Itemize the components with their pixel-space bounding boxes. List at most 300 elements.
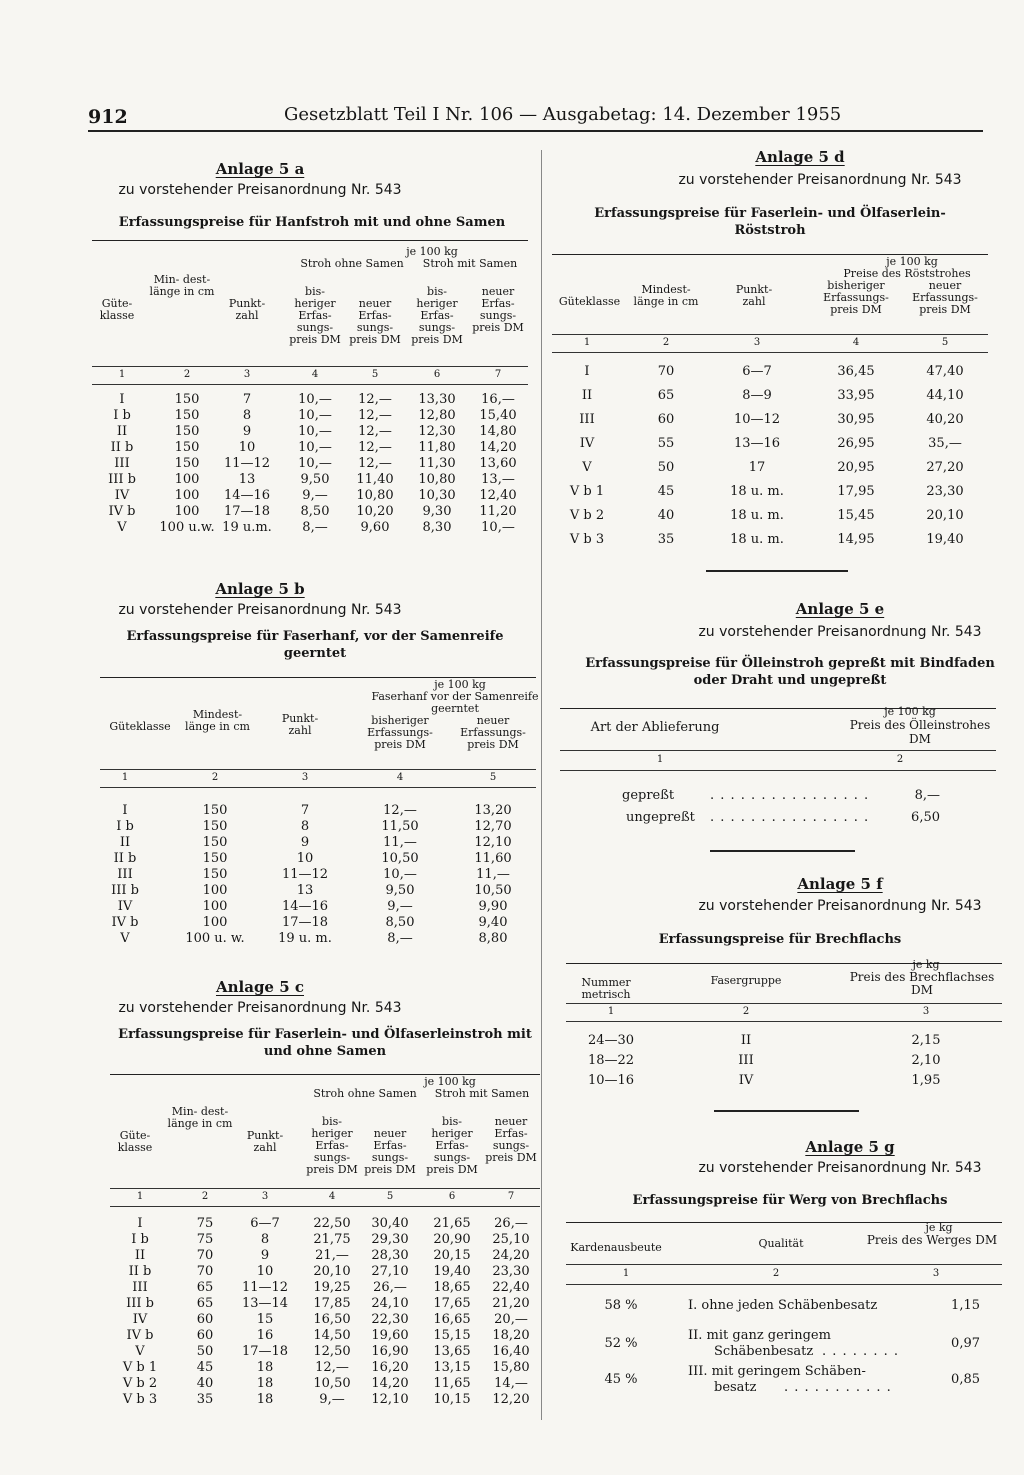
t5c-colnum-4: 4 [328, 1191, 336, 1202]
t5b-row-3-col-3: 9 [300, 835, 310, 850]
t5d-row-1-col-1: I [584, 364, 590, 379]
t5b-row-7-col-4: 9,— [387, 899, 413, 914]
t5c-row-12-col-4: 9,— [319, 1392, 345, 1407]
t5c-colnum-1: 1 [136, 1191, 144, 1202]
t5c-h-ohne: Stroh ohne Samen [313, 1087, 417, 1100]
t5c-row-12-col-2: 35 [196, 1392, 214, 1407]
anlage-5g-title: Anlage 5 g [805, 1138, 895, 1156]
t5d-row-7-col-3: 18 u. m. [730, 508, 784, 523]
t5a-row-5-col-1: III [114, 456, 130, 471]
t5c-row-8-col-5: 19,60 [371, 1328, 409, 1343]
t5a-row-7-col-3: 14—16 [223, 488, 271, 503]
t5c-row-3-col-4: 21,— [315, 1248, 349, 1263]
t5a-h-bish-2: bis- heriger Erfas- sungs- preis DM [411, 285, 463, 346]
t5d-colnum-1: 1 [583, 337, 591, 348]
t5a-row-7-col-7: 12,40 [479, 488, 517, 503]
t5b-row-1-col-1: I [122, 803, 128, 818]
t5a-row-8-col-3: 17—18 [223, 504, 271, 519]
t5b-row-9-col-1: V [120, 931, 130, 946]
t5c-row-9-col-6: 13,65 [433, 1344, 471, 1359]
t5g-row-2-dots: . . . . . . . . [822, 1344, 899, 1359]
anlage-5d-table [552, 256, 988, 556]
t5g-row-3-pct: 45 % [604, 1372, 638, 1387]
anlage-5e-table [560, 705, 996, 840]
anlage-5b-heading: Erfassungspreise für Faserhanf, vor der Samenreife geerntet [126, 629, 504, 661]
t5a-row-9-col-2: 100 u.w. [159, 520, 215, 535]
t5c-row-9-col-5: 16,90 [371, 1344, 409, 1359]
t5b-row-8-col-1: IV b [111, 915, 139, 930]
anlage-5c-heading: Erfassungspreise für Faserlein- und Ölfaserleinstroh mit und ohne Samen [118, 1027, 532, 1059]
t5c-row-8-col-1: IV b [126, 1328, 154, 1343]
t5b-row-6-col-4: 9,50 [385, 883, 415, 898]
t5d-row-3-col-4: 30,95 [837, 412, 875, 427]
t5d-row-2-col-1: II [581, 388, 593, 403]
t5c-h-gute: Güte- klasse [117, 1129, 153, 1154]
t5c-row-9-col-1: V [135, 1344, 145, 1359]
t5c-row-5-col-6: 18,65 [433, 1280, 471, 1295]
t5c-row-9-col-3: 17—18 [241, 1344, 289, 1359]
t5a-row-5-col-6: 11,30 [418, 456, 456, 471]
t5c-colnum-5: 5 [386, 1191, 394, 1202]
t5c-h-neu-1: neuer Erfas- sungs- preis DM [364, 1127, 416, 1176]
t5a-h-gute: Güte- klasse [99, 297, 135, 322]
t5d-row-5-col-4: 20,95 [837, 460, 875, 475]
t5f-row-1-col-1: 24—30 [587, 1033, 635, 1048]
t5b-h-punkt: Punkt- zahl [281, 712, 319, 737]
t5b-row-6-col-2: 100 [202, 883, 228, 898]
t5a-row-8-col-2: 100 [174, 504, 200, 519]
t5d-row-4-col-2: 55 [657, 436, 675, 451]
t5c-row-5-col-1: III [132, 1280, 148, 1295]
t5a-row-9-col-1: V [117, 520, 127, 535]
anlage-5c-title: Anlage 5 c [215, 978, 304, 996]
t5b-row-7-col-5: 9,90 [478, 899, 508, 914]
t5c-h-min: Min- dest- länge in cm [167, 1105, 233, 1130]
t5f-row-1-col-3: 2,15 [911, 1033, 941, 1048]
t5b-row-7-col-3: 14—16 [281, 899, 329, 914]
t5a-row-9-col-6: 8,30 [422, 520, 452, 535]
t5e-row-1-label: gepreßt [622, 788, 675, 803]
anlage-5b-subtitle: zu vorstehender Preisanordnung Nr. 543 [118, 602, 402, 618]
t5c-row-5-col-5: 26,— [373, 1280, 407, 1295]
t5g-row-3-price: 0,85 [951, 1372, 980, 1387]
t5c-row-10-col-3: 18 [256, 1360, 274, 1375]
t5c-row-6-col-7: 21,20 [492, 1296, 530, 1311]
t5c-row-6-col-6: 17,65 [433, 1296, 471, 1311]
t5d-row-5-col-1: V [582, 460, 592, 475]
t5e-row-2-dots: . . . . . . . . . . . . . . . . [710, 810, 870, 825]
t5c-row-2-col-1: I b [131, 1232, 149, 1247]
t5b-row-5-col-1: III [117, 867, 133, 882]
anlage-5f-table [566, 958, 1002, 1095]
t5a-row-3-col-2: 150 [174, 424, 200, 439]
t5d-row-3-col-2: 60 [657, 412, 675, 427]
t5a-row-1-col-2: 150 [174, 392, 200, 407]
t5a-row-3-col-1: II [116, 424, 128, 439]
t5a-row-7-col-5: 10,80 [356, 488, 394, 503]
anlage-5a-top-rule [92, 240, 528, 241]
t5g-row-2-price: 0,97 [951, 1336, 980, 1351]
t5a-row-5-col-4: 10,— [298, 456, 332, 471]
t5c-row-7-col-2: 60 [196, 1312, 214, 1327]
anlage-5f-title: Anlage 5 f [797, 875, 883, 893]
t5f-colnum-2: 2 [742, 1006, 750, 1017]
t5a-row-9-col-7: 10,— [481, 520, 515, 535]
t5c-h-punkt: Punkt- zahl [246, 1129, 284, 1154]
t5b-row-2-col-2: 150 [202, 819, 228, 834]
t5c-row-11-col-3: 18 [256, 1376, 274, 1391]
t5b-row-5-col-5: 11,— [476, 867, 510, 882]
t5c-row-5-col-3: 11—12 [241, 1280, 289, 1295]
t5c-h-je: je 100 kg [424, 1075, 476, 1088]
anlage-5e-heading: Erfassungspreise für Ölleinstroh gepreßt mit Bindfaden oder Draht und ungepreßt [585, 656, 995, 688]
t5a-row-2-col-6: 12,80 [418, 408, 456, 423]
t5d-row-8-col-4: 14,95 [837, 532, 875, 547]
t5d-row-3-col-5: 40,20 [926, 412, 964, 427]
t5e-colnum-2: 2 [896, 754, 904, 765]
t5f-row-2-col-3: 2,10 [911, 1053, 941, 1068]
t5g-row-2-quality: II. mit ganz geringem [688, 1328, 831, 1343]
t5c-row-4-col-1: II b [128, 1264, 152, 1279]
t5e-row-2-price: 6,50 [911, 810, 940, 825]
anlage-5d-end-rule [706, 570, 848, 572]
t5a-h-neu-2: neuer Erfas- sungs- preis DM [472, 285, 524, 334]
t5a-row-1-col-7: 16,— [481, 392, 515, 407]
t5a-row-6-col-5: 11,40 [356, 472, 394, 487]
t5b-row-5-col-2: 150 [202, 867, 228, 882]
t5c-row-8-col-7: 18,20 [492, 1328, 530, 1343]
page-title: Gesetzblatt Teil I Nr. 106 — Ausgabetag: 14. Dezember 1955 [284, 104, 842, 125]
t5c-row-6-col-4: 17,85 [313, 1296, 351, 1311]
t5a-row-6-col-7: 13,— [481, 472, 515, 487]
t5e-header-rule [560, 750, 996, 751]
t5a-row-4-col-5: 12,— [358, 440, 392, 455]
t5d-row-5-col-2: 50 [657, 460, 675, 475]
t5d-row-4-col-1: IV [579, 436, 595, 451]
t5c-row-1-col-1: I [137, 1216, 143, 1231]
t5c-row-7-col-3: 15 [256, 1312, 274, 1327]
t5e-h-je: je 100 kg [884, 705, 936, 718]
t5d-colnum-2: 2 [662, 337, 670, 348]
t5c-colnum-6: 6 [448, 1191, 456, 1202]
t5d-row-7-col-4: 15,45 [837, 508, 875, 523]
t5a-h-bish-1: bis- heriger Erfas- sungs- preis DM [289, 285, 341, 346]
t5a-colnum-5: 5 [371, 369, 379, 380]
t5d-row-8-col-5: 19,40 [926, 532, 964, 547]
t5c-row-12-col-6: 10,15 [433, 1392, 471, 1407]
t5d-row-6-col-1: V b 1 [569, 484, 605, 499]
t5g-row-3-dots: . . . . . . . . . . . [784, 1380, 892, 1395]
t5a-colnum-1: 1 [118, 369, 126, 380]
t5b-colnum-3: 3 [301, 772, 309, 783]
t5c-row-3-col-1: II [134, 1248, 146, 1263]
t5c-row-6-col-5: 24,10 [371, 1296, 409, 1311]
anlage-5c-subtitle: zu vorstehender Preisanordnung Nr. 543 [118, 1000, 402, 1016]
t5f-header-rule [566, 1003, 1002, 1004]
t5b-row-2-col-5: 12,70 [474, 819, 512, 834]
t5f-row-3-col-1: 10—16 [587, 1073, 635, 1088]
t5f-row-3-col-2: IV [738, 1073, 754, 1088]
t5b-colnum-1: 1 [121, 772, 129, 783]
anlage-5d-heading: Erfassungspreise für Faserlein- und Ölfaserlein- Röststroh [594, 206, 946, 238]
t5d-row-2-col-2: 65 [657, 388, 675, 403]
anlage-5a-table [92, 242, 528, 542]
t5a-colnum-6: 6 [433, 369, 441, 380]
t5a-colnum-7: 7 [494, 369, 502, 380]
t5d-h-group: Preise des Röststrohes [843, 267, 971, 280]
t5d-h-je: je 100 kg [886, 255, 938, 268]
t5c-row-1-col-3: 6—7 [250, 1216, 280, 1231]
t5c-row-7-col-1: IV [132, 1312, 148, 1327]
t5c-row-10-col-7: 15,80 [492, 1360, 530, 1375]
t5a-h-punkt: Punkt- zahl [228, 297, 266, 322]
t5a-h-neu-1: neuer Erfas- sungs- preis DM [349, 297, 401, 346]
t5b-row-9-col-5: 8,80 [478, 931, 508, 946]
t5b-row-3-col-2: 150 [202, 835, 228, 850]
t5d-header-rule [552, 334, 988, 335]
anlage-5c-table [110, 1076, 540, 1416]
anlage-5g-subtitle: zu vorstehender Preisanordnung Nr. 543 [698, 1160, 982, 1176]
t5b-row-5-col-4: 10,— [383, 867, 417, 882]
t5c-row-11-col-5: 14,20 [371, 1376, 409, 1391]
anlage-5a-subtitle: zu vorstehender Preisanordnung Nr. 543 [118, 182, 402, 198]
t5d-row-6-col-3: 18 u. m. [730, 484, 784, 499]
t5b-row-3-col-5: 12,10 [474, 835, 512, 850]
t5b-row-7-col-1: IV [117, 899, 133, 914]
t5c-row-1-col-7: 26,— [494, 1216, 528, 1231]
t5d-row-3-col-1: III [579, 412, 595, 427]
t5c-row-10-col-2: 45 [196, 1360, 214, 1375]
t5a-row-7-col-4: 9,— [302, 488, 328, 503]
t5a-colnum-3: 3 [243, 369, 251, 380]
t5c-row-7-col-7: 20,— [494, 1312, 528, 1327]
t5a-colnum-4: 4 [311, 369, 319, 380]
t5c-row-8-col-6: 15,15 [433, 1328, 471, 1343]
t5a-row-5-col-7: 13,60 [479, 456, 517, 471]
t5d-row-6-col-5: 23,30 [926, 484, 964, 499]
t5b-row-1-col-5: 13,20 [474, 803, 512, 818]
t5a-row-8-col-6: 9,30 [422, 504, 452, 519]
t5d-row-4-col-4: 26,95 [837, 436, 875, 451]
t5c-row-2-col-4: 21,75 [313, 1232, 351, 1247]
t5g-h-preis: Preis des Werges DM [866, 1233, 998, 1247]
t5c-h-bish-1: bis- heriger Erfas- sungs- preis DM [306, 1115, 358, 1176]
t5g-header-rule [566, 1264, 1002, 1265]
t5c-row-2-col-5: 29,30 [371, 1232, 409, 1247]
column-divider [541, 150, 542, 1420]
t5a-row-8-col-7: 11,20 [479, 504, 517, 519]
t5a-row-3-col-6: 12,30 [418, 424, 456, 439]
t5a-row-5-col-5: 12,— [358, 456, 392, 471]
t5a-row-4-col-1: II b [110, 440, 134, 455]
t5d-row-1-col-3: 6—7 [742, 364, 772, 379]
t5d-row-7-col-2: 40 [657, 508, 675, 523]
t5c-row-9-col-7: 16,40 [492, 1344, 530, 1359]
t5a-row-1-col-1: I [119, 392, 125, 407]
t5g-colnum-3: 3 [932, 1268, 940, 1279]
t5b-h-gute: Güteklasse [109, 720, 171, 733]
t5a-row-5-col-3: 11—12 [223, 456, 271, 471]
t5d-row-2-col-5: 44,10 [926, 388, 964, 403]
t5f-colnum-3: 3 [922, 1006, 930, 1017]
t5f-h-nummer: Nummer metrisch [581, 976, 631, 1001]
t5g-row-3-quality: III. mit geringem Schäben- [688, 1364, 866, 1379]
t5b-row-4-col-1: II b [113, 851, 137, 866]
t5c-row-10-col-4: 12,— [315, 1360, 349, 1375]
t5g-row-2-quality-2: Schäbenbesatz [714, 1344, 814, 1359]
t5d-row-7-col-1: V b 2 [569, 508, 605, 523]
t5e-colnum-rule [560, 770, 996, 771]
t5c-colnum-rule [110, 1206, 540, 1207]
t5b-row-7-col-2: 100 [202, 899, 228, 914]
t5g-row-2-pct: 52 % [604, 1336, 638, 1351]
t5a-row-7-col-6: 10,30 [418, 488, 456, 503]
t5c-row-10-col-6: 13,15 [433, 1360, 471, 1375]
t5c-header-rule [110, 1188, 540, 1189]
t5c-row-3-col-5: 28,30 [371, 1248, 409, 1263]
t5c-row-12-col-7: 12,20 [492, 1392, 530, 1407]
t5b-row-1-col-2: 150 [202, 803, 228, 818]
t5c-row-1-col-4: 22,50 [313, 1216, 351, 1231]
anlage-5f-end-rule [714, 1110, 859, 1112]
anlage-5d-title: Anlage 5 d [755, 148, 845, 166]
t5c-row-11-col-6: 11,65 [433, 1376, 471, 1391]
t5c-row-2-col-2: 75 [196, 1232, 214, 1247]
t5a-row-3-col-4: 10,— [298, 424, 332, 439]
t5b-row-3-col-1: II [119, 835, 131, 850]
t5a-row-9-col-4: 8,— [302, 520, 328, 535]
anlage-5e-title: Anlage 5 e [795, 600, 885, 618]
t5g-colnum-rule [566, 1284, 1002, 1285]
t5b-colnum-5: 5 [489, 772, 497, 783]
t5b-row-2-col-4: 11,50 [381, 819, 419, 834]
t5c-row-5-col-2: 65 [196, 1280, 214, 1295]
t5b-row-9-col-4: 8,— [387, 931, 413, 946]
page-header [88, 100, 983, 132]
t5g-colnum-1: 1 [622, 1268, 630, 1279]
t5a-h-ohne: Stroh ohne Samen [300, 257, 404, 270]
t5b-colnum-rule [100, 787, 536, 788]
t5d-h-bish: bisheriger Erfassungs- preis DM [823, 279, 889, 316]
t5g-row-1-price: 1,15 [951, 1298, 980, 1313]
t5b-row-8-col-5: 9,40 [478, 915, 508, 930]
t5c-row-3-col-6: 20,15 [433, 1248, 471, 1263]
t5b-row-3-col-4: 11,— [383, 835, 417, 850]
t5f-row-1-col-2: II [740, 1033, 752, 1048]
t5c-row-8-col-3: 16 [256, 1328, 274, 1343]
t5a-row-3-col-5: 12,— [358, 424, 392, 439]
t5a-row-8-col-1: IV b [108, 504, 136, 519]
t5e-h-preis: Preis des Ölleinstrohes DM [849, 718, 991, 746]
t5g-row-1-quality: I. ohne jeden Schäbenbesatz [688, 1298, 878, 1313]
t5d-row-6-col-2: 45 [657, 484, 675, 499]
t5e-colnum-1: 1 [656, 754, 664, 765]
t5b-h-je: je 100 kg [434, 678, 486, 691]
t5b-row-4-col-3: 10 [296, 851, 314, 866]
t5c-row-11-col-7: 14,— [494, 1376, 528, 1391]
t5d-row-3-col-3: 10—12 [733, 412, 781, 427]
t5a-row-4-col-2: 150 [174, 440, 200, 455]
t5g-row-3-quality-2: besatz [714, 1380, 757, 1395]
t5d-row-4-col-5: 35,— [928, 436, 962, 451]
t5g-row-1-pct: 58 % [604, 1298, 638, 1313]
t5b-row-9-col-3: 19 u. m. [278, 931, 332, 946]
t5a-h-min: Min- dest- länge in cm [149, 273, 215, 298]
t5b-row-8-col-2: 100 [202, 915, 228, 930]
t5a-row-8-col-4: 8,50 [300, 504, 330, 519]
t5a-row-2-col-1: I b [113, 408, 131, 423]
t5f-row-2-col-2: III [738, 1053, 754, 1068]
anlage-5e-end-rule [710, 850, 855, 852]
t5g-h-qual: Qualität [758, 1237, 804, 1250]
t5b-row-6-col-5: 10,50 [474, 883, 512, 898]
t5c-h-neu-2: neuer Erfas- sungs- preis DM [485, 1115, 537, 1164]
t5a-row-9-col-5: 9,60 [360, 520, 390, 535]
anlage-5a-heading: Erfassungspreise für Hanfstroh mit und ohne Samen [118, 215, 506, 230]
t5c-row-2-col-6: 20,90 [433, 1232, 471, 1247]
t5c-row-10-col-1: V b 1 [122, 1360, 158, 1375]
t5c-row-7-col-5: 22,30 [371, 1312, 409, 1327]
t5f-h-preis: Preis des Brechflachses DM [849, 970, 995, 997]
t5d-row-4-col-3: 13—16 [733, 436, 781, 451]
t5a-row-2-col-5: 12,— [358, 408, 392, 423]
t5f-colnum-rule [566, 1021, 1002, 1022]
t5b-row-9-col-2: 100 u. w. [185, 931, 245, 946]
t5d-row-8-col-3: 18 u. m. [730, 532, 784, 547]
t5d-row-5-col-5: 27,20 [926, 460, 964, 475]
t5a-row-2-col-7: 15,40 [479, 408, 517, 423]
t5a-row-2-col-4: 10,— [298, 408, 332, 423]
t5a-row-7-col-1: IV [114, 488, 130, 503]
t5c-row-3-col-7: 24,20 [492, 1248, 530, 1263]
t5b-colnum-2: 2 [211, 772, 219, 783]
t5c-row-6-col-3: 13—14 [241, 1296, 289, 1311]
t5d-row-8-col-2: 35 [657, 532, 675, 547]
page-number: 912 [88, 106, 128, 128]
t5b-header-rule [100, 769, 536, 770]
t5c-colnum-3: 3 [261, 1191, 269, 1202]
t5c-row-4-col-2: 70 [196, 1264, 214, 1279]
t5c-row-4-col-5: 27,10 [371, 1264, 409, 1279]
t5d-row-6-col-4: 17,95 [837, 484, 875, 499]
t5d-h-gute: Güteklasse [558, 295, 621, 308]
t5d-colnum-4: 4 [852, 337, 860, 348]
t5c-row-2-col-7: 25,10 [492, 1232, 530, 1247]
t5f-h-faser: Fasergruppe [710, 974, 782, 987]
t5a-row-2-col-3: 8 [242, 408, 252, 423]
t5a-row-6-col-6: 10,80 [418, 472, 456, 487]
t5a-row-4-col-7: 14,20 [479, 440, 517, 455]
anlage-5f-subtitle: zu vorstehender Preisanordnung Nr. 543 [698, 898, 982, 914]
t5d-h-neu: neuer Erfassungs- preis DM [912, 279, 978, 316]
t5c-row-5-col-4: 19,25 [313, 1280, 351, 1295]
t5a-row-6-col-1: III b [108, 472, 136, 487]
t5d-row-1-col-5: 47,40 [926, 364, 964, 379]
t5a-row-1-col-6: 13,30 [418, 392, 456, 407]
t5b-row-2-col-3: 8 [300, 819, 310, 834]
t5c-row-2-col-3: 8 [260, 1232, 270, 1247]
t5c-row-1-col-5: 30,40 [371, 1216, 409, 1231]
t5a-colnum-rule [92, 384, 528, 385]
t5c-row-3-col-3: 9 [260, 1248, 270, 1263]
t5c-row-3-col-2: 70 [196, 1248, 214, 1263]
anlage-5d-subtitle: zu vorstehender Preisanordnung Nr. 543 [678, 172, 962, 188]
t5a-h-je: je 100 kg [406, 245, 458, 258]
t5c-row-8-col-2: 60 [196, 1328, 214, 1343]
t5e-row-1-dots: . . . . . . . . . . . . . . . . [710, 788, 870, 803]
t5b-row-6-col-1: III b [111, 883, 139, 898]
t5g-colnum-2: 2 [772, 1268, 780, 1279]
